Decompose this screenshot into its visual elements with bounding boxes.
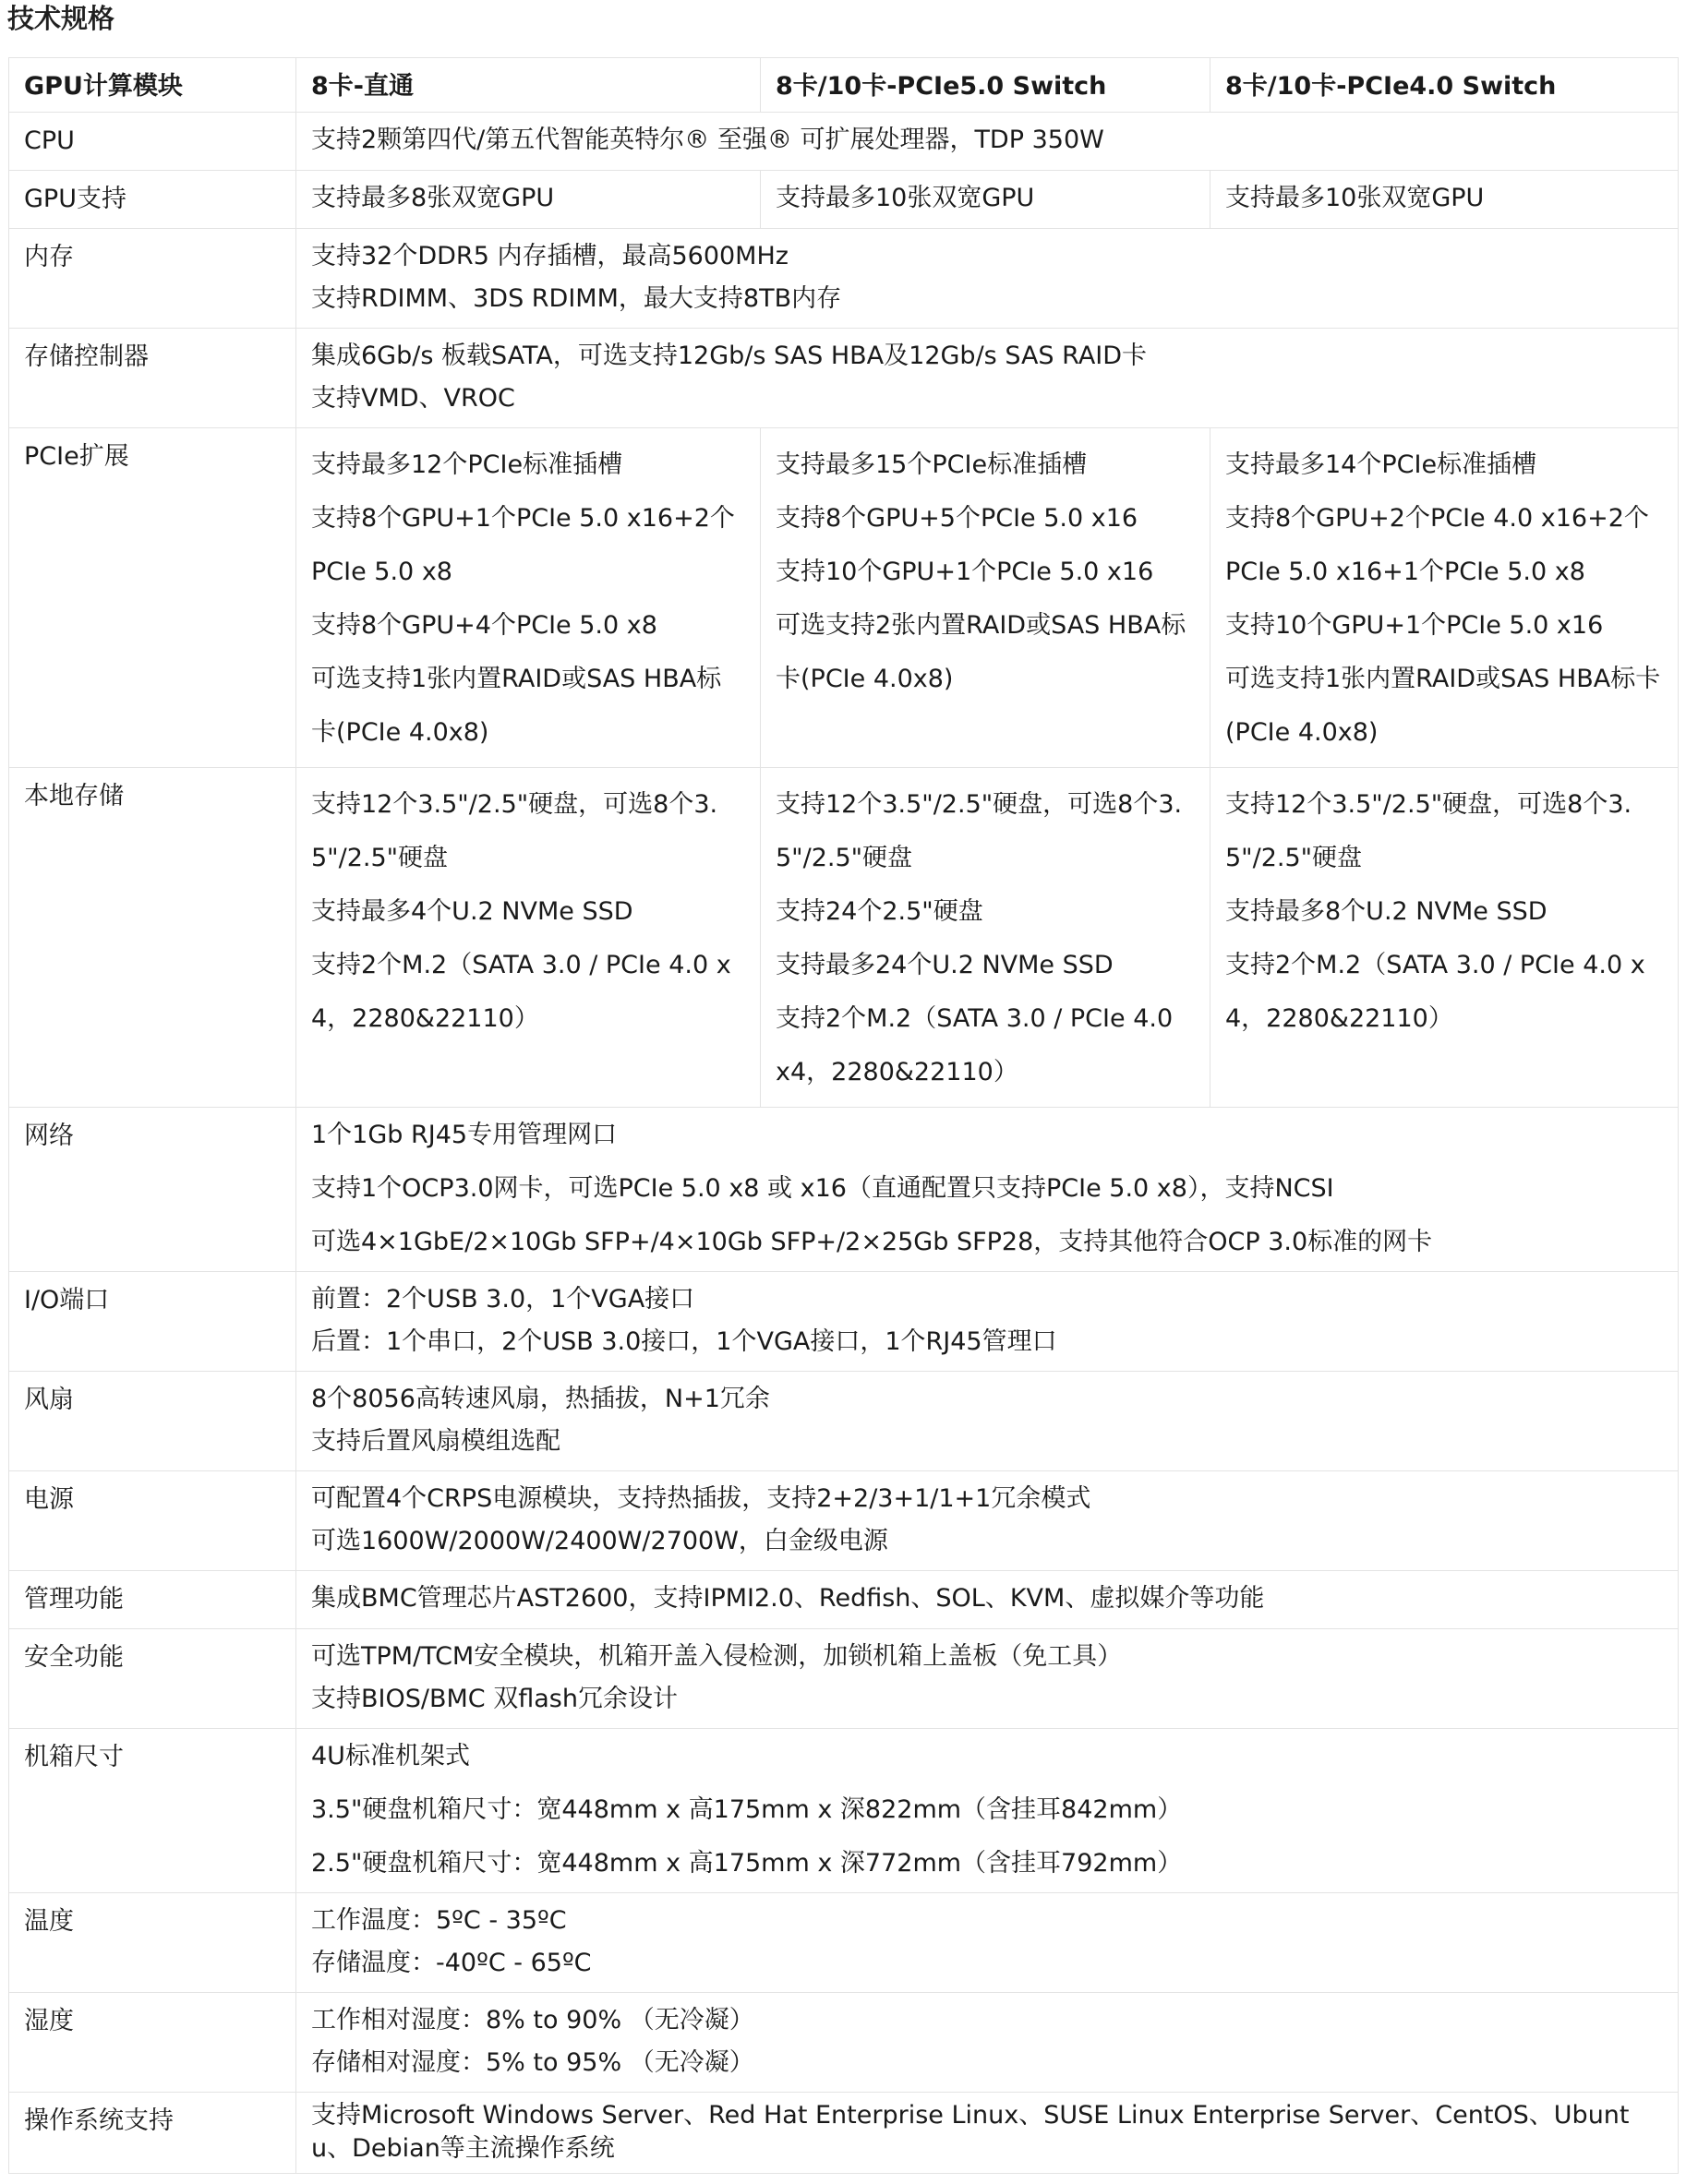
spec-label: 网络 (9, 1108, 296, 1272)
spec-label: GPU支持 (9, 171, 296, 229)
spec-line: 支持VMD、VROC (311, 384, 515, 413)
spec-line: 4U标准机架式 (311, 1742, 470, 1770)
spec-line: 2.5"硬盘机箱尺寸：宽448mm x 高175mm x 深772mm（含挂耳792mm） (311, 1849, 1183, 1878)
spec-line: 支持2颗第四代/第五代智能英特尔® 至强® 可扩展处理器，TDP 350W (311, 126, 1104, 154)
spec-label: 温度 (9, 1893, 296, 1993)
spec-line: 支持1个OCP3.0网卡，可选PCIe 5.0 x8 或 x16（直通配置只支持PCIe 5.0 x8），支持NCSI (311, 1174, 1334, 1203)
spec-line: 1个1Gb RJ45专用管理网口 (311, 1121, 618, 1149)
spec-value (296, 1471, 1679, 1571)
spec-label: 风扇 (9, 1372, 296, 1471)
spec-row-os-support (9, 2093, 1679, 2174)
spec-line: 存储相对湿度：5% to 95% （无冷凝） (311, 2048, 754, 2077)
section-title: 技术规格 (7, 3, 115, 34)
spec-line: 支持10个GPU+1个PCIe 5.0 x16 (1225, 611, 1604, 640)
spec-line: 可选支持1张内置RAID或SAS HBA标卡(PCIe 4.0x8) (1225, 665, 1661, 747)
spec-line: 支持最多8个U.2 NVMe SSD (1225, 897, 1548, 926)
spec-value (296, 1108, 1679, 1272)
spec-label: PCIe扩展 (9, 428, 296, 768)
spec-label: 电源 (9, 1471, 296, 1571)
spec-line: 可选支持1张内置RAID或SAS HBA标卡(PCIe 4.0x8) (311, 665, 722, 747)
spec-row-io-ports (9, 1272, 1679, 1372)
spec-line: 支持Microsoft Windows Server、Red Hat Enterprise Linux、SUSE Linux Enterprise Server、CentOS、Ubuntu、Debian等主流操作系统 (311, 2101, 1630, 2163)
spec-line: 支持24个2.5"硬盘 (776, 897, 983, 926)
spec-line: 集成BMC管理芯片AST2600，支持IPMI2.0、Redfish、SOL、KVM、虚拟媒介等功能 (311, 1584, 1265, 1613)
spec-line: 支持最多14个PCIe标准插槽 (1225, 450, 1537, 479)
spec-label: 湿度 (9, 1993, 296, 2093)
spec-row-temperature (9, 1893, 1679, 1993)
header-pcie5-switch: 8卡/10卡-PCIe5.0 Switch (761, 58, 1210, 113)
spec-value (296, 1993, 1679, 2093)
spec-row-network (9, 1108, 1679, 1272)
spec-line: 支持8个GPU+4个PCIe 5.0 x8 (311, 611, 657, 640)
spec-line: 支持32个DDR5 内存插槽，最高5600MHz (311, 242, 789, 270)
spec-value (296, 329, 1679, 428)
spec-row-fans (9, 1372, 1679, 1471)
spec-line: 3.5"硬盘机箱尺寸：宽448mm x 高175mm x 深822mm（含挂耳842mm） (311, 1795, 1183, 1824)
spec-line: 支持10个GPU+1个PCIe 5.0 x16 (776, 558, 1154, 586)
spec-label: I/O端口 (9, 1272, 296, 1372)
spec-value-passthrough (296, 171, 761, 229)
spec-line: 可选支持2张内置RAID或SAS HBA标卡(PCIe 4.0x8) (776, 611, 1186, 693)
spec-row-power (9, 1471, 1679, 1571)
spec-line: 支持12个3.5"/2.5"硬盘，可选8个3.5"/2.5"硬盘 (1225, 790, 1632, 872)
spec-label: 内存 (9, 229, 296, 329)
header-module: GPU计算模块 (9, 58, 296, 113)
spec-table (8, 57, 1679, 2174)
spec-value (296, 1372, 1679, 1471)
spec-line: 前置：2个USB 3.0，1个VGA接口 (311, 1285, 695, 1314)
spec-line: 工作相对湿度：8% to 90% （无冷凝） (311, 2006, 754, 2034)
spec-row-security (9, 1629, 1679, 1729)
spec-value-pcie4 (1210, 171, 1679, 229)
spec-label: 安全功能 (9, 1629, 296, 1729)
spec-line: 后置：1个串口，2个USB 3.0接口，1个VGA接口，1个RJ45管理口 (311, 1327, 1057, 1356)
spec-line: 支持12个3.5"/2.5"硬盘，可选8个3.5"/2.5"硬盘 (776, 790, 1183, 872)
spec-value-passthrough (296, 768, 761, 1108)
spec-line: 可配置4个CRPS电源模块，支持热插拔，支持2+2/3+1/1+1冗余模式 (311, 1484, 1091, 1513)
spec-line: 8个8056高转速风扇，热插拔，N+1冗余 (311, 1385, 770, 1413)
spec-line: 支持8个GPU+5个PCIe 5.0 x16 (776, 504, 1138, 533)
spec-value (296, 1272, 1679, 1372)
spec-line: 支持最多10张双宽GPU (1225, 184, 1485, 212)
spec-label: 存储控制器 (9, 329, 296, 428)
spec-value (296, 229, 1679, 329)
spec-line: 工作温度：5ºC - 35ºC (311, 1906, 567, 1935)
spec-row-local-storage (9, 768, 1679, 1108)
spec-value-pcie5 (761, 768, 1210, 1108)
spec-line: 支持最多24个U.2 NVMe SSD (776, 951, 1114, 979)
spec-line: 支持2个M.2（SATA 3.0 / PCIe 4.0 x4，2280&22110） (1225, 951, 1645, 1033)
spec-value (296, 1629, 1679, 1729)
spec-line: 支持RDIMM、3DS RDIMM，最大支持8TB内存 (311, 284, 842, 313)
spec-line: 支持BIOS/BMC 双flash冗余设计 (311, 1685, 678, 1713)
spec-row-gpu (9, 171, 1679, 229)
spec-line: 支持最多15个PCIe标准插槽 (776, 450, 1088, 479)
spec-table-header-row (9, 58, 1679, 113)
spec-row-management (9, 1571, 1679, 1629)
spec-value (296, 113, 1679, 171)
spec-row-chassis (9, 1729, 1679, 1893)
spec-row-pcie-expansion (9, 428, 1679, 768)
spec-line: 可选4×1GbE/2×10Gb SFP+/4×10Gb SFP+/2×25Gb SFP28，支持其他符合OCP 3.0标准的网卡 (311, 1228, 1433, 1256)
spec-line: 支持最多8张双宽GPU (311, 184, 555, 212)
spec-value-pcie5 (761, 428, 1210, 768)
spec-line: 支持后置风扇模组选配 (311, 1427, 560, 1456)
spec-line: 支持最多12个PCIe标准插槽 (311, 450, 623, 479)
spec-label: CPU (9, 113, 296, 171)
spec-value-pcie4 (1210, 428, 1679, 768)
spec-label: 管理功能 (9, 1571, 296, 1629)
spec-value-pcie4 (1210, 768, 1679, 1108)
spec-value (296, 1571, 1679, 1629)
spec-line: 支持2个M.2（SATA 3.0 / PCIe 4.0 x4，2280&22110） (776, 1004, 1174, 1086)
spec-label: 本地存储 (9, 768, 296, 1108)
spec-line: 支持最多10张双宽GPU (776, 184, 1035, 212)
spec-value-passthrough (296, 428, 761, 768)
spec-line: 支持最多4个U.2 NVMe SSD (311, 897, 633, 926)
spec-line: 存储温度：-40ºC - 65ºC (311, 1949, 592, 1977)
header-passthrough: 8卡-直通 (296, 58, 761, 113)
spec-line: 可选TPM/TCM安全模块，机箱开盖入侵检测，加锁机箱上盖板（免工具） (311, 1642, 1123, 1671)
spec-label: 操作系统支持 (9, 2093, 296, 2174)
spec-value (296, 2093, 1679, 2174)
spec-value (296, 1893, 1679, 1993)
spec-row-humidity (9, 1993, 1679, 2093)
spec-line: 支持2个M.2（SATA 3.0 / PCIe 4.0 x4，2280&22110） (311, 951, 731, 1033)
spec-label: 机箱尺寸 (9, 1729, 296, 1893)
spec-row-memory (9, 229, 1679, 329)
spec-line: 可选1600W/2000W/2400W/2700W，白金级电源 (311, 1527, 888, 1555)
spec-line: 支持8个GPU+1个PCIe 5.0 x16+2个PCIe 5.0 x8 (311, 504, 735, 586)
spec-row-storage-controller (9, 329, 1679, 428)
spec-row-cpu (9, 113, 1679, 171)
spec-line: 支持12个3.5"/2.5"硬盘，可选8个3.5"/2.5"硬盘 (311, 790, 718, 872)
spec-value-pcie5 (761, 171, 1210, 229)
spec-line: 集成6Gb/s 板载SATA，可选支持12Gb/s SAS HBA及12Gb/s SAS RAID卡 (311, 342, 1148, 370)
spec-value (296, 1729, 1679, 1893)
spec-line: 支持8个GPU+2个PCIe 4.0 x16+2个PCIe 5.0 x16+1个PCIe 5.0 x8 (1225, 504, 1649, 586)
header-pcie4-switch: 8卡/10卡-PCIe4.0 Switch (1210, 58, 1679, 113)
